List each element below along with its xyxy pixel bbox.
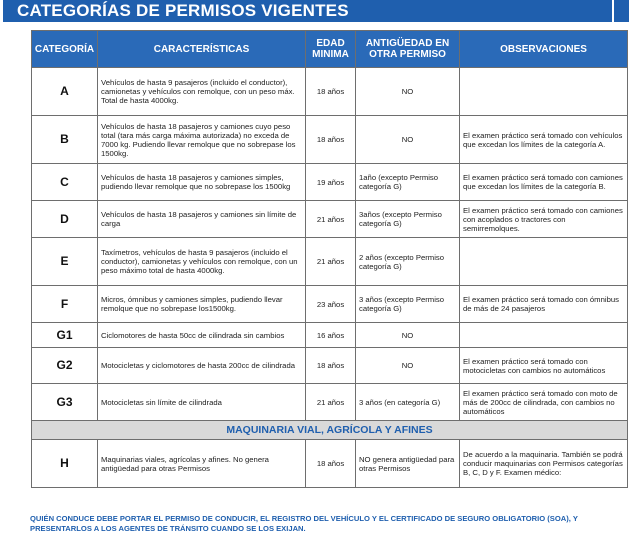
description-cell: Vehículos de hasta 9 pasajeros (incluido el conductor), camionetas y vehículos con remolque, con un peso máx. Total de hasta 4000kg. (98, 68, 306, 116)
table-row (32, 164, 628, 201)
age-cell: 16 años (306, 323, 356, 348)
category-cell: B (32, 116, 98, 164)
observations-cell: El examen práctico será tomado con ómnibus de más de 24 pasajeros (460, 286, 628, 323)
table-row (32, 286, 628, 323)
table-row (32, 238, 628, 286)
table-row (32, 348, 628, 384)
age-cell: 21 años (306, 238, 356, 286)
description-cell: Taxímetros, vehículos de hasta 9 pasajeros (incluido el conductor), camionetas y vehículos con remolque, con un peso máximo total de hasta 4000kg. (98, 238, 306, 286)
category-cell: C (32, 164, 98, 201)
observations-cell: El examen práctico será tomado con camiones con acoplados o tractores con semirremolques. (460, 201, 628, 238)
category-cell: D (32, 201, 98, 238)
header-categoria: CATEGORÍA (32, 31, 98, 68)
header-antig-line2: OTRA PERMISO (369, 49, 446, 60)
section-title: MAQUINARIA VIAL, AGRÍCOLA Y AFINES (32, 421, 628, 440)
age-cell: 21 años (306, 201, 356, 238)
seniority-cell: 3años (excepto Permiso categoría G) (356, 201, 460, 238)
header-caracteristicas: CARACTERÍSTICAS (98, 31, 306, 68)
observations-cell (460, 68, 628, 116)
table-header-row (32, 31, 628, 68)
description-cell: Vehículos de hasta 18 pasajeros y camiones simples, pudiendo llevar remolque que no sobrepase los 1500kg (98, 164, 306, 201)
observations-cell: El examen práctico será tomado con vehículos que excedan los límites de la categoría A. (460, 116, 628, 164)
seniority-cell: 2 años (excepto Permiso categoría G) (356, 238, 460, 286)
category-cell: G2 (32, 348, 98, 384)
permits-table (31, 30, 628, 488)
description-cell: Motocicletas y ciclomotores de hasta 200cc de cilindrada (98, 348, 306, 384)
seniority-cell: 3 años (excepto Permiso categoría G) (356, 286, 460, 323)
description-cell: Maquinarias viales, agrícolas y afines. No genera antigüedad para otras Permisos (98, 440, 306, 488)
category-cell: E (32, 238, 98, 286)
category-cell: A (32, 68, 98, 116)
age-cell: 18 años (306, 116, 356, 164)
header-antiguedad (356, 31, 460, 68)
age-cell: 19 años (306, 164, 356, 201)
observations-cell (460, 238, 628, 286)
age-cell: 18 años (306, 68, 356, 116)
header-antig-line1: ANTIGÜEDAD EN (365, 38, 450, 49)
seniority-cell: NO (356, 68, 460, 116)
seniority-cell: NO (356, 116, 460, 164)
table-row (32, 201, 628, 238)
table-row (32, 116, 628, 164)
description-cell: Micros, ómnibus y camiones simples, pudiendo llevar remolque que no sobrepase los1500kg. (98, 286, 306, 323)
title-banner (3, 0, 612, 22)
page-title: CATEGORÍAS DE PERMISOS VIGENTES (17, 1, 349, 20)
description-cell: Motocicletas sin límite de cilindrada (98, 384, 306, 421)
seniority-cell: 3 años (en categoría G) (356, 384, 460, 421)
section-row (32, 421, 628, 440)
description-cell: Vehículos de hasta 18 pasajeros y camiones cuyo peso total (tara más carga máxima autorizada) no exceda de 7000 kg. Pudiendo llevar remolque que no sobrepase los 1500kg. (98, 116, 306, 164)
table-row (32, 384, 628, 421)
corner-block (614, 0, 629, 22)
seniority-cell: 1año (excepto Permiso categoría G) (356, 164, 460, 201)
header-edad (306, 31, 356, 68)
table-row (32, 323, 628, 348)
category-cell: G3 (32, 384, 98, 421)
description-cell: Ciclomotores de hasta 50cc de cilindrada sin cambios (98, 323, 306, 348)
description-cell: Vehículos de hasta 18 pasajeros y camiones sin límite de carga (98, 201, 306, 238)
age-cell: 18 años (306, 348, 356, 384)
seniority-cell: NO (356, 323, 460, 348)
observations-cell: El examen práctico será tomado con camiones que excedan los límites de la categoría B. (460, 164, 628, 201)
seniority-cell: NO genera antigüedad para otras Permisos (356, 440, 460, 488)
table-row (32, 440, 628, 488)
age-cell: 21 años (306, 384, 356, 421)
table-row (32, 68, 628, 116)
age-cell: 18 años (306, 440, 356, 488)
observations-cell: El examen práctico será tomado con moto de más de 200cc de cilindrada, con cambios no automáticos (460, 384, 628, 421)
header-observaciones: OBSERVACIONES (460, 31, 628, 68)
category-cell: F (32, 286, 98, 323)
header-edad-line1: EDAD (316, 38, 345, 49)
category-cell: G1 (32, 323, 98, 348)
observations-cell: El examen práctico será tomado con motocicletas con cambios no automáticos (460, 348, 628, 384)
header-edad-line2: MINIMA (312, 49, 349, 60)
seniority-cell: NO (356, 348, 460, 384)
age-cell: 23 años (306, 286, 356, 323)
footnote: QUIÉN CONDUCE DEBE PORTAR EL PERMISO DE CONDUCIR, EL REGISTRO DEL VEHÍCULO Y EL CERTIFICADO DE SEGURO OBLIGATORIO (SOA), Y PRESENTARLOS A LOS AGENTES DE TRÁNSITO CUANDO SE LOS EXIJAN. (30, 514, 578, 533)
observations-cell (460, 323, 628, 348)
observations-cell: De acuerdo a la maquinaria. También se podrá conducir maquinarias con Permisos categorías B, C, D y F. Examen médico: (460, 440, 628, 488)
category-cell: H (32, 440, 98, 488)
